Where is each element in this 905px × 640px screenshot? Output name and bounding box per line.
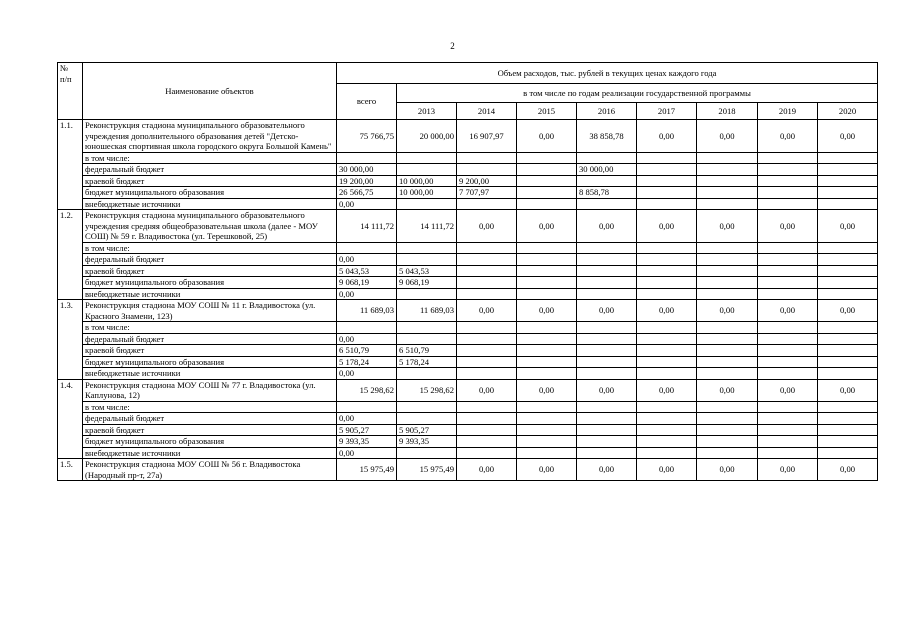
funding-year-cell bbox=[517, 277, 577, 289]
year-value-cell: 0,00 bbox=[577, 459, 637, 481]
funding-year-cell bbox=[637, 277, 697, 289]
year-value-cell: 0,00 bbox=[577, 379, 637, 401]
table-row bbox=[58, 210, 878, 243]
funding-year-cell bbox=[818, 322, 878, 334]
row-number: 1.4. bbox=[58, 379, 83, 459]
funding-year-cell bbox=[457, 277, 517, 289]
funding-source-row bbox=[58, 413, 878, 425]
year-value-cell: 0,00 bbox=[697, 300, 758, 322]
funding-year-cell bbox=[637, 413, 697, 425]
funding-source-name: внебюджетные источники bbox=[83, 368, 337, 380]
funding-source-name: краевой бюджет bbox=[83, 345, 337, 357]
year-value-cell: 11 689,03 bbox=[397, 300, 457, 322]
funding-total-cell: 5 043,53 bbox=[337, 265, 397, 277]
funding-year-cell bbox=[637, 436, 697, 448]
funding-source-row bbox=[58, 333, 878, 345]
funding-year-cell bbox=[517, 356, 577, 368]
funding-total-cell: 0,00 bbox=[337, 413, 397, 425]
funding-year-cell bbox=[637, 345, 697, 357]
funding-source-row bbox=[58, 265, 878, 277]
funding-year-cell bbox=[517, 401, 577, 413]
funding-source-row bbox=[58, 356, 878, 368]
table-row bbox=[58, 379, 878, 401]
funding-year-cell bbox=[758, 242, 818, 254]
funding-year-cell: 9 393,35 bbox=[397, 436, 457, 448]
funding-source-name: в том числе: bbox=[83, 322, 337, 334]
funding-year-cell bbox=[577, 436, 637, 448]
year-value-cell: 0,00 bbox=[637, 300, 697, 322]
funding-total-cell: 0,00 bbox=[337, 198, 397, 210]
funding-year-cell bbox=[637, 356, 697, 368]
funding-source-name: в том числе: bbox=[83, 152, 337, 164]
year-value-cell: 0,00 bbox=[697, 459, 758, 481]
funding-source-row bbox=[58, 322, 878, 334]
total-cell: 11 689,03 bbox=[337, 300, 397, 322]
funding-year-cell bbox=[457, 198, 517, 210]
funding-year-cell bbox=[457, 288, 517, 300]
funding-year-cell bbox=[637, 198, 697, 210]
funding-year-cell bbox=[637, 333, 697, 345]
header-year-2016: 2016 bbox=[577, 103, 637, 120]
funding-year-cell bbox=[758, 277, 818, 289]
funding-total-cell: 5 178,24 bbox=[337, 356, 397, 368]
funding-year-cell bbox=[397, 288, 457, 300]
funding-year-cell bbox=[818, 345, 878, 357]
funding-total-cell bbox=[337, 322, 397, 334]
funding-year-cell: 5 043,53 bbox=[397, 265, 457, 277]
funding-total-cell bbox=[337, 152, 397, 164]
funding-year-cell bbox=[637, 254, 697, 266]
funding-year-cell bbox=[758, 175, 818, 187]
year-value-cell: 0,00 bbox=[457, 210, 517, 243]
funding-year-cell bbox=[637, 152, 697, 164]
funding-year-cell bbox=[697, 368, 758, 380]
funding-year-cell bbox=[517, 424, 577, 436]
year-value-cell: 20 000,00 bbox=[397, 120, 457, 153]
funding-source-name: бюджет муниципального образования bbox=[83, 277, 337, 289]
funding-source-row bbox=[58, 175, 878, 187]
year-value-cell: 14 111,72 bbox=[397, 210, 457, 243]
funding-year-cell bbox=[758, 424, 818, 436]
funding-year-cell bbox=[577, 356, 637, 368]
funding-source-name: федеральный бюджет bbox=[83, 333, 337, 345]
funding-year-cell bbox=[637, 322, 697, 334]
header-year-2019: 2019 bbox=[758, 103, 818, 120]
funding-source-row bbox=[58, 254, 878, 266]
funding-year-cell bbox=[697, 322, 758, 334]
funding-year-cell bbox=[637, 187, 697, 199]
funding-source-name: краевой бюджет bbox=[83, 175, 337, 187]
year-value-cell: 0,00 bbox=[637, 459, 697, 481]
funding-total-cell: 30 000,00 bbox=[337, 164, 397, 176]
funding-year-cell bbox=[457, 356, 517, 368]
funding-source-name: бюджет муниципального образования bbox=[83, 187, 337, 199]
funding-year-cell bbox=[397, 368, 457, 380]
funding-year-cell bbox=[697, 175, 758, 187]
funding-total-cell: 0,00 bbox=[337, 254, 397, 266]
funding-year-cell: 9 068,19 bbox=[397, 277, 457, 289]
year-value-cell: 0,00 bbox=[637, 120, 697, 153]
funding-year-cell bbox=[517, 152, 577, 164]
funding-total-cell: 9 393,35 bbox=[337, 436, 397, 448]
funding-total-cell: 26 566,75 bbox=[337, 187, 397, 199]
funding-year-cell bbox=[457, 345, 517, 357]
funding-year-cell bbox=[697, 345, 758, 357]
funding-year-cell bbox=[517, 345, 577, 357]
funding-source-name: краевой бюджет bbox=[83, 424, 337, 436]
funding-year-cell bbox=[697, 288, 758, 300]
funding-year-cell bbox=[517, 242, 577, 254]
funding-year-cell bbox=[697, 198, 758, 210]
year-value-cell: 0,00 bbox=[697, 120, 758, 153]
funding-year-cell bbox=[697, 413, 758, 425]
page-number: 2 bbox=[450, 41, 455, 51]
funding-source-row bbox=[58, 401, 878, 413]
funding-year-cell bbox=[758, 265, 818, 277]
funding-year-cell bbox=[577, 345, 637, 357]
funding-year-cell bbox=[758, 288, 818, 300]
funding-year-cell bbox=[758, 368, 818, 380]
funding-year-cell bbox=[818, 242, 878, 254]
funding-year-cell bbox=[758, 164, 818, 176]
object-name: Реконструкция стадиона МОУ СОШ № 11 г. Владивостока (ул. Красного Знамени, 123) bbox=[83, 300, 337, 322]
funding-source-name: внебюджетные источники bbox=[83, 198, 337, 210]
funding-year-cell: 8 858,78 bbox=[577, 187, 637, 199]
funding-total-cell: 5 905,27 bbox=[337, 424, 397, 436]
funding-year-cell bbox=[577, 175, 637, 187]
year-value-cell: 0,00 bbox=[758, 210, 818, 243]
funding-source-name: бюджет муниципального образования bbox=[83, 356, 337, 368]
funding-total-cell: 0,00 bbox=[337, 333, 397, 345]
funding-source-name: федеральный бюджет bbox=[83, 164, 337, 176]
funding-total-cell: 0,00 bbox=[337, 368, 397, 380]
expenses-table bbox=[57, 62, 878, 481]
year-value-cell: 0,00 bbox=[758, 459, 818, 481]
total-cell: 14 111,72 bbox=[337, 210, 397, 243]
funding-year-cell bbox=[758, 345, 818, 357]
funding-year-cell: 5 905,27 bbox=[397, 424, 457, 436]
funding-year-cell bbox=[517, 198, 577, 210]
funding-source-row bbox=[58, 198, 878, 210]
funding-source-name: федеральный бюджет bbox=[83, 413, 337, 425]
row-number: 1.5. bbox=[58, 459, 83, 481]
header-total: всего bbox=[337, 84, 397, 120]
funding-year-cell bbox=[517, 175, 577, 187]
funding-year-cell bbox=[457, 413, 517, 425]
year-value-cell: 0,00 bbox=[758, 379, 818, 401]
header-year-2014: 2014 bbox=[457, 103, 517, 120]
funding-source-row bbox=[58, 277, 878, 289]
funding-year-cell bbox=[818, 187, 878, 199]
funding-year-cell bbox=[758, 152, 818, 164]
funding-year-cell bbox=[457, 401, 517, 413]
funding-year-cell bbox=[457, 424, 517, 436]
funding-year-cell bbox=[758, 436, 818, 448]
year-value-cell: 0,00 bbox=[818, 379, 878, 401]
funding-year-cell bbox=[637, 368, 697, 380]
funding-year-cell bbox=[818, 401, 878, 413]
funding-year-cell bbox=[457, 265, 517, 277]
funding-year-cell bbox=[697, 254, 758, 266]
funding-year-cell bbox=[697, 356, 758, 368]
funding-year-cell bbox=[818, 447, 878, 459]
funding-total-cell: 0,00 bbox=[337, 447, 397, 459]
funding-year-cell bbox=[637, 288, 697, 300]
funding-year-cell bbox=[818, 254, 878, 266]
funding-year-cell bbox=[577, 322, 637, 334]
funding-year-cell bbox=[517, 333, 577, 345]
year-value-cell: 0,00 bbox=[697, 210, 758, 243]
total-cell: 15 298,62 bbox=[337, 379, 397, 401]
funding-year-cell bbox=[637, 175, 697, 187]
table-row bbox=[58, 459, 878, 481]
year-value-cell: 0,00 bbox=[758, 120, 818, 153]
funding-year-cell bbox=[517, 288, 577, 300]
funding-year-cell bbox=[637, 242, 697, 254]
funding-year-cell bbox=[758, 447, 818, 459]
object-name: Реконструкция стадиона МОУ СОШ № 56 г. Владивостока (Народный пр-т, 27а) bbox=[83, 459, 337, 481]
funding-year-cell bbox=[457, 447, 517, 459]
header-num: № п/п bbox=[58, 63, 83, 120]
funding-year-cell bbox=[818, 356, 878, 368]
funding-year-cell bbox=[758, 198, 818, 210]
funding-year-cell bbox=[457, 333, 517, 345]
funding-year-cell bbox=[397, 401, 457, 413]
funding-year-cell bbox=[637, 265, 697, 277]
funding-year-cell bbox=[818, 368, 878, 380]
header-year-2020: 2020 bbox=[818, 103, 878, 120]
funding-year-cell bbox=[697, 242, 758, 254]
funding-year-cell bbox=[697, 436, 758, 448]
year-value-cell: 0,00 bbox=[517, 120, 577, 153]
funding-year-cell bbox=[577, 254, 637, 266]
funding-year-cell bbox=[758, 401, 818, 413]
funding-year-cell bbox=[697, 164, 758, 176]
funding-year-cell bbox=[577, 447, 637, 459]
funding-total-cell: 9 068,19 bbox=[337, 277, 397, 289]
funding-year-cell bbox=[758, 322, 818, 334]
funding-year-cell bbox=[577, 242, 637, 254]
funding-source-row bbox=[58, 345, 878, 357]
funding-year-cell bbox=[577, 198, 637, 210]
total-cell: 15 975,49 bbox=[337, 459, 397, 481]
object-name: Реконструкция стадиона МОУ СОШ № 77 г. Владивостока (ул. Каплунова, 12) bbox=[83, 379, 337, 401]
funding-year-cell bbox=[818, 333, 878, 345]
funding-year-cell bbox=[517, 447, 577, 459]
funding-source-row bbox=[58, 436, 878, 448]
funding-source-name: в том числе: bbox=[83, 242, 337, 254]
funding-year-cell bbox=[397, 254, 457, 266]
year-value-cell: 0,00 bbox=[818, 300, 878, 322]
funding-year-cell bbox=[818, 152, 878, 164]
funding-year-cell bbox=[697, 152, 758, 164]
year-value-cell: 15 298,62 bbox=[397, 379, 457, 401]
year-value-cell: 0,00 bbox=[517, 379, 577, 401]
funding-year-cell bbox=[758, 333, 818, 345]
funding-year-cell bbox=[577, 333, 637, 345]
row-number: 1.2. bbox=[58, 210, 83, 300]
funding-total-cell bbox=[337, 401, 397, 413]
funding-year-cell bbox=[818, 413, 878, 425]
funding-year-cell: 10 000,00 bbox=[397, 187, 457, 199]
funding-year-cell bbox=[697, 265, 758, 277]
funding-source-row bbox=[58, 447, 878, 459]
header-year-2015: 2015 bbox=[517, 103, 577, 120]
funding-year-cell bbox=[818, 436, 878, 448]
funding-year-cell bbox=[637, 447, 697, 459]
funding-year-cell bbox=[577, 368, 637, 380]
year-value-cell: 0,00 bbox=[818, 120, 878, 153]
table-row bbox=[58, 120, 878, 153]
header-year-2013: 2013 bbox=[397, 103, 457, 120]
funding-source-row bbox=[58, 164, 878, 176]
funding-year-cell bbox=[457, 436, 517, 448]
funding-year-cell bbox=[397, 164, 457, 176]
funding-year-cell bbox=[758, 356, 818, 368]
funding-year-cell bbox=[397, 198, 457, 210]
funding-year-cell bbox=[577, 413, 637, 425]
funding-source-name: федеральный бюджет bbox=[83, 254, 337, 266]
funding-year-cell bbox=[758, 413, 818, 425]
funding-year-cell bbox=[577, 424, 637, 436]
funding-year-cell bbox=[457, 322, 517, 334]
year-value-cell: 0,00 bbox=[637, 210, 697, 243]
funding-year-cell: 30 000,00 bbox=[577, 164, 637, 176]
year-value-cell: 0,00 bbox=[577, 300, 637, 322]
funding-year-cell bbox=[697, 277, 758, 289]
funding-year-cell bbox=[457, 164, 517, 176]
funding-source-row bbox=[58, 242, 878, 254]
funding-year-cell bbox=[517, 187, 577, 199]
funding-year-cell bbox=[758, 187, 818, 199]
year-value-cell: 0,00 bbox=[818, 210, 878, 243]
object-name: Реконструкция стадиона муниципального образовательного учреждения средняя общеобразовательная школа (далее - МОУ СОШ) № 59 г. Владивостока (ул. Терешковой, 25) bbox=[83, 210, 337, 243]
object-name: Реконструкция стадиона муниципального образовательного учреждения дополнительного образования детей "Детско-юношеская спортивная школа городского округа Большой Камень" bbox=[83, 120, 337, 153]
year-value-cell: 38 858,78 bbox=[577, 120, 637, 153]
header-name: Наименование объектов bbox=[83, 63, 337, 120]
funding-year-cell bbox=[457, 368, 517, 380]
funding-source-name: бюджет муниципального образования bbox=[83, 436, 337, 448]
funding-year-cell bbox=[457, 242, 517, 254]
year-value-cell: 0,00 bbox=[457, 459, 517, 481]
funding-year-cell bbox=[397, 152, 457, 164]
year-value-cell: 15 975,49 bbox=[397, 459, 457, 481]
funding-year-cell bbox=[637, 424, 697, 436]
funding-year-cell bbox=[818, 265, 878, 277]
funding-source-row bbox=[58, 368, 878, 380]
funding-year-cell bbox=[517, 413, 577, 425]
table-row bbox=[58, 300, 878, 322]
funding-source-row bbox=[58, 424, 878, 436]
funding-year-cell bbox=[577, 401, 637, 413]
row-number: 1.1. bbox=[58, 120, 83, 210]
header-year-2017: 2017 bbox=[637, 103, 697, 120]
funding-year-cell bbox=[397, 447, 457, 459]
funding-year-cell bbox=[697, 401, 758, 413]
funding-year-cell bbox=[818, 424, 878, 436]
funding-year-cell bbox=[397, 333, 457, 345]
funding-year-cell bbox=[517, 164, 577, 176]
funding-year-cell bbox=[637, 401, 697, 413]
funding-total-cell bbox=[337, 242, 397, 254]
total-cell: 75 766,75 bbox=[337, 120, 397, 153]
funding-year-cell bbox=[577, 277, 637, 289]
year-value-cell: 0,00 bbox=[457, 300, 517, 322]
funding-year-cell: 6 510,79 bbox=[397, 345, 457, 357]
funding-year-cell bbox=[457, 254, 517, 266]
header-expenses-title: Объем расходов, тыс. рублей в текущих ценах каждого года bbox=[337, 63, 878, 84]
funding-source-name: в том числе: bbox=[83, 401, 337, 413]
year-value-cell: 0,00 bbox=[457, 379, 517, 401]
funding-year-cell bbox=[397, 413, 457, 425]
funding-year-cell: 10 000,00 bbox=[397, 175, 457, 187]
funding-source-name: краевой бюджет bbox=[83, 265, 337, 277]
funding-year-cell bbox=[517, 265, 577, 277]
year-value-cell: 0,00 bbox=[517, 300, 577, 322]
funding-year-cell bbox=[818, 277, 878, 289]
funding-year-cell bbox=[517, 322, 577, 334]
year-value-cell: 0,00 bbox=[697, 379, 758, 401]
funding-year-cell bbox=[517, 254, 577, 266]
funding-year-cell bbox=[818, 164, 878, 176]
funding-year-cell bbox=[697, 187, 758, 199]
funding-year-cell bbox=[697, 424, 758, 436]
year-value-cell: 0,00 bbox=[517, 210, 577, 243]
funding-year-cell bbox=[577, 152, 637, 164]
funding-source-name: внебюджетные источники bbox=[83, 288, 337, 300]
funding-year-cell bbox=[577, 288, 637, 300]
funding-source-row bbox=[58, 187, 878, 199]
funding-source-row bbox=[58, 288, 878, 300]
funding-year-cell bbox=[758, 254, 818, 266]
year-value-cell: 0,00 bbox=[758, 300, 818, 322]
header-year-2018: 2018 bbox=[697, 103, 758, 120]
year-value-cell: 0,00 bbox=[637, 379, 697, 401]
year-value-cell: 0,00 bbox=[818, 459, 878, 481]
year-value-cell: 16 907,97 bbox=[457, 120, 517, 153]
year-value-cell: 0,00 bbox=[517, 459, 577, 481]
funding-year-cell bbox=[397, 322, 457, 334]
funding-year-cell bbox=[517, 368, 577, 380]
row-number: 1.3. bbox=[58, 300, 83, 380]
funding-year-cell bbox=[637, 164, 697, 176]
funding-year-cell bbox=[818, 198, 878, 210]
funding-year-cell: 7 707,97 bbox=[457, 187, 517, 199]
funding-source-row bbox=[58, 152, 878, 164]
funding-year-cell bbox=[397, 242, 457, 254]
funding-year-cell bbox=[818, 175, 878, 187]
funding-year-cell bbox=[818, 288, 878, 300]
funding-year-cell: 9 200,00 bbox=[457, 175, 517, 187]
funding-year-cell: 5 178,24 bbox=[397, 356, 457, 368]
funding-year-cell bbox=[577, 265, 637, 277]
funding-year-cell bbox=[517, 436, 577, 448]
funding-year-cell bbox=[697, 447, 758, 459]
year-value-cell: 0,00 bbox=[577, 210, 637, 243]
funding-total-cell: 0,00 bbox=[337, 288, 397, 300]
funding-total-cell: 6 510,79 bbox=[337, 345, 397, 357]
funding-year-cell bbox=[457, 152, 517, 164]
funding-total-cell: 19 200,00 bbox=[337, 175, 397, 187]
funding-source-name: внебюджетные источники bbox=[83, 447, 337, 459]
header-by-years: в том числе по годам реализации государственной программы bbox=[397, 84, 878, 103]
funding-year-cell bbox=[697, 333, 758, 345]
